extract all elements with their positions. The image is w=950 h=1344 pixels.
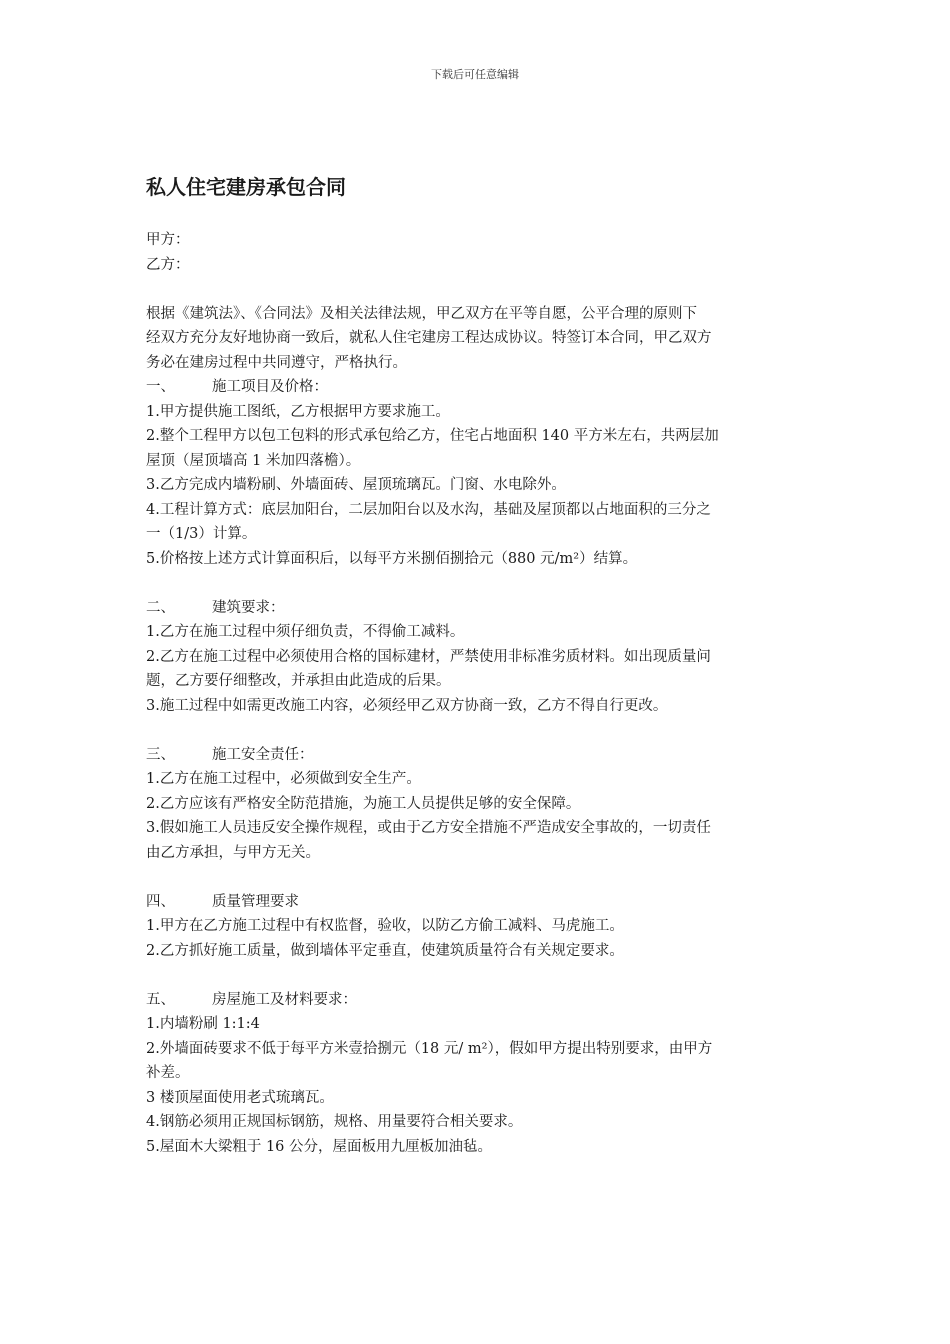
- clause-line: 5.屋面木大梁粗于 16 公分，屋面板用九厘板加油毡。: [146, 1138, 493, 1155]
- section-number: 二、: [146, 599, 175, 616]
- clause-line: 由乙方承担，与甲方无关。: [146, 844, 320, 861]
- section-heading: [146, 890, 808, 915]
- section-title: 施工项目及价格：: [212, 379, 328, 395]
- document-title: 私人住宅建房承包合同: [146, 175, 346, 199]
- clause-line: 补差。: [146, 1065, 190, 1081]
- blank-line: [146, 865, 808, 890]
- section-heading: [146, 743, 808, 768]
- clause-line: 1.内墙粉刷 1:1:4: [146, 1016, 260, 1032]
- sections: [146, 375, 808, 1159]
- clause-line: 4.钢筋必须用正规国标钢筋，规格、用量要符合相关要求。: [146, 1114, 523, 1130]
- section: [146, 988, 808, 1160]
- section: [146, 890, 808, 964]
- section: [146, 375, 808, 571]
- party-a-label: 甲方：: [146, 232, 190, 248]
- section-heading: [146, 375, 808, 400]
- blank-line: [146, 571, 808, 596]
- clause-line: 4.工程计算方式：底层加阳台，二层加阳台以及水沟，基础及屋顶都以占地面积的三分之: [146, 501, 711, 518]
- section-number: 五、: [146, 991, 175, 1008]
- intro-paragraph: [146, 302, 808, 376]
- clause-line: 1.乙方在施工过程中须仔细负责，不得偷工减料。: [146, 624, 465, 640]
- section: [146, 596, 808, 719]
- clause-line: 一（1/3）计算。: [146, 526, 257, 542]
- intro-line: 根据《建筑法》、《合同法》及相关法律法规，甲乙双方在平等自愿，公平合理的原则下: [146, 305, 697, 322]
- clause-line: 2.整个工程甲方以包工包料的形式承包给乙方，住宅占地面积 140 平方米左右，共两层加: [146, 428, 719, 444]
- section-heading: [146, 988, 808, 1013]
- page-header: 下载后可任意编辑: [431, 68, 519, 81]
- clause-line: 1.甲方在乙方施工过程中有权监督，验收，以防乙方偷工减料、马虎施工。: [146, 918, 624, 934]
- section-title: 施工安全责任：: [212, 746, 314, 763]
- section-number: 四、: [146, 893, 175, 910]
- section-heading: [146, 596, 808, 621]
- clause-line: 1.乙方在施工过程中，必须做到安全生产。: [146, 771, 421, 787]
- blank-line: [146, 963, 808, 988]
- clause-line: 题，乙方要仔细整改，并承担由此造成的后果。: [146, 673, 451, 689]
- clause-line: 5.价格按上述方式计算面积后，以每平方米捌佰捌拾元（880 元/m²）结算。: [146, 550, 638, 567]
- clause-line: 3.乙方完成内墙粉刷、外墙面砖、屋顶琉璃瓦。门窗、水电除外。: [146, 477, 566, 493]
- section-title: 质量管理要求: [212, 893, 299, 910]
- clause-line: 3.施工过程中如需更改施工内容，必须经甲乙双方协商一致，乙方不得自行更改。: [146, 697, 668, 714]
- party-b-label: 乙方：: [146, 256, 190, 273]
- section-number: 一、: [146, 379, 175, 395]
- clause-line: 3 楼顶屋面使用老式琉璃瓦。: [146, 1089, 334, 1106]
- section-number: 三、: [146, 746, 175, 763]
- blank-line: [146, 718, 808, 743]
- section-title: 建筑要求：: [212, 599, 285, 616]
- document-body: [146, 175, 808, 1159]
- clause-line: 2.乙方应该有严格安全防范措施，为施工人员提供足够的安全保障。: [146, 795, 581, 812]
- section: [146, 743, 808, 866]
- intro-line: 务必在建房过程中共同遵守，严格执行。: [146, 354, 407, 371]
- clause-line: 2.乙方在施工过程中必须使用合格的国标建材，严禁使用非标准劣质材料。如出现质量问: [146, 648, 711, 665]
- clause-line: 2.乙方抓好施工质量，做到墙体平定垂直，使建筑质量符合有关规定要求。: [146, 942, 624, 959]
- clause-line: 2.外墙面砖要求不低于每平方米壹拾捌元（18 元/ m²），假如甲方提出特别要求，由甲方: [146, 1040, 713, 1057]
- clause-line: 3.假如施工人员违反安全操作规程，或由于乙方安全措施不严造成安全事故的，一切责任: [146, 820, 711, 836]
- clause-line: 1.甲方提供施工图纸，乙方根据甲方要求施工。: [146, 403, 450, 420]
- clause-line: 屋顶（屋顶墙高 1 米加四落檐）。: [146, 452, 361, 469]
- blank-line: [146, 277, 808, 302]
- intro-line: 经双方充分友好地协商一致后，就私人住宅建房工程达成协议。特签订本合同，甲乙双方: [146, 330, 712, 346]
- section-title: 房屋施工及材料要求：: [212, 991, 357, 1008]
